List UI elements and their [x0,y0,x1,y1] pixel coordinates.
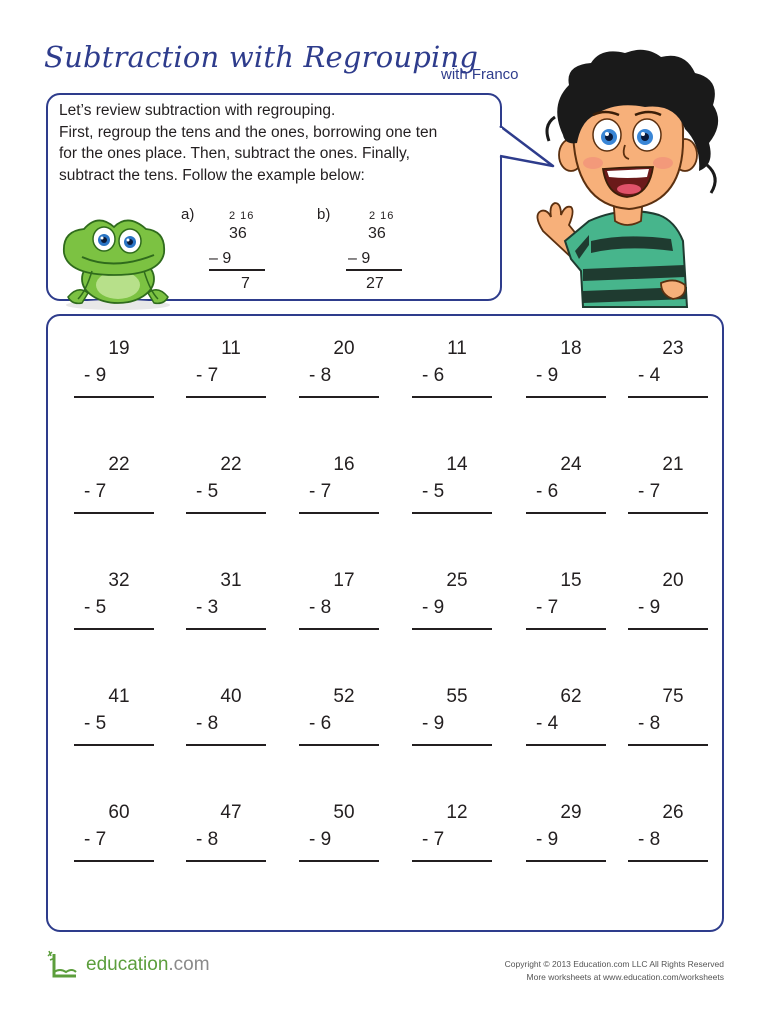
answer-line [628,860,708,862]
book-logo-icon [46,950,82,980]
logo-text: education [86,954,169,975]
problem-subtrahend: - 4 [536,713,559,734]
problem-minuend: 75 [662,686,684,707]
problem-subtrahend: - 8 [309,365,332,386]
example-top: 36 [368,225,386,242]
problem-minuend: 11 [447,338,467,359]
problem-subtrahend: - 9 [84,365,107,386]
answer-line [412,396,492,398]
instruction-line: First, regroup the tens and the ones, borrowing one ten [59,123,438,141]
example-top: 36 [229,225,247,242]
education-logo [46,950,210,980]
answer-line [412,744,492,746]
frog-icon [58,205,180,311]
answer-line [299,512,379,514]
instruction-line: subtract the tens. Follow the example below: [59,166,365,184]
answer-line [74,744,154,746]
problem-minuend: 24 [560,454,582,475]
problem-subtrahend: - 6 [309,713,332,734]
problem-subtrahend: - 5 [422,481,445,502]
problem-subtrahend: - 9 [309,829,332,850]
answer-line [186,512,266,514]
answer-line [74,860,154,862]
problems-panel [46,314,724,932]
example-bottom: – 9 [348,250,371,267]
problem-minuend: 55 [446,686,468,707]
answer-line [526,396,606,398]
instruction-line: for the ones place. Then, subtract the ones. Finally, [59,145,410,162]
more-worksheets-text: More worksheets at www.education.com/worksheets [526,972,724,982]
copyright-text: Copyright © 2013 Education.com LLC All Rights Reserved [504,959,724,969]
franco-boy-icon [525,45,730,310]
page-subtitle: with Franco [441,66,519,83]
problem-minuend: 12 [446,802,468,823]
problem-subtrahend: - 7 [84,829,107,850]
example-label: b) [317,206,331,223]
answer-line [628,744,708,746]
problem-minuend: 50 [333,802,355,823]
instructions [59,100,509,186]
problem-subtrahend: - 9 [536,365,559,386]
problem-subtrahend: - 9 [422,597,445,618]
problem-minuend: 11 [221,338,241,359]
problem-minuend: 47 [220,802,242,823]
problem-minuend: 40 [220,686,242,707]
logo-suffix: .com [168,954,210,975]
problem-subtrahend: - 5 [196,481,219,502]
answer-line [412,628,492,630]
problem-subtrahend: - 8 [196,829,219,850]
problem-minuend: 62 [560,686,582,707]
problem-subtrahend: - 9 [638,597,661,618]
problem-minuend: 21 [662,454,684,475]
instruction-line: Let’s review subtraction with regrouping. [59,102,336,119]
problem-subtrahend: - 7 [638,481,661,502]
problem-minuend: 20 [662,570,684,591]
example-answer: 27 [366,275,384,292]
answer-line [628,396,708,398]
problem-minuend: 22 [220,454,242,475]
problem-subtrahend: - 7 [84,481,107,502]
problem-subtrahend: - 3 [196,597,219,618]
problem-subtrahend: - 7 [536,597,559,618]
problem-minuend: 60 [108,802,130,823]
problem-minuend: 18 [560,338,582,359]
problem-subtrahend: - 6 [536,481,559,502]
footer-text [505,958,724,984]
example-rule [346,269,402,271]
answer-line [74,512,154,514]
answer-line [412,860,492,862]
example-answer: 7 [241,275,250,292]
answer-line [186,744,266,746]
answer-line [74,396,154,398]
answer-line [526,744,606,746]
answer-line [299,396,379,398]
answer-line [299,628,379,630]
answer-line [186,628,266,630]
answer-line [299,744,379,746]
answer-line [74,628,154,630]
problem-minuend: 19 [108,338,130,359]
page-title: Subtraction with Regrouping [44,40,479,74]
answer-line [526,628,606,630]
problem-minuend: 22 [108,454,130,475]
problem-subtrahend: - 4 [638,365,661,386]
problem-subtrahend: - 7 [422,829,445,850]
problem-minuend: 15 [560,570,582,591]
example-bottom: – 9 [209,250,232,267]
answer-line [186,860,266,862]
problem-minuend: 23 [662,338,684,359]
problem-subtrahend: - 5 [84,713,107,734]
problem-subtrahend: - 9 [536,829,559,850]
problem-subtrahend: - 8 [309,597,332,618]
problem-minuend: 14 [446,454,468,475]
problem-subtrahend: - 7 [196,365,219,386]
answer-line [628,628,708,630]
example-carry: 2 16 [369,210,395,222]
answer-line [628,512,708,514]
answer-line [526,512,606,514]
example-carry: 2 16 [229,210,255,222]
problem-subtrahend: - 7 [309,481,332,502]
problem-subtrahend: - 6 [422,365,445,386]
problem-subtrahend: - 8 [638,713,661,734]
problem-minuend: 17 [333,570,355,591]
problem-minuend: 20 [333,338,355,359]
problem-minuend: 41 [108,686,130,707]
problem-minuend: 16 [333,454,355,475]
answer-line [299,860,379,862]
problem-minuend: 26 [662,802,684,823]
problem-subtrahend: - 9 [422,713,445,734]
problem-subtrahend: - 5 [84,597,107,618]
problem-minuend: 25 [446,570,468,591]
problem-subtrahend: - 8 [638,829,661,850]
problem-subtrahend: - 8 [196,713,219,734]
problem-minuend: 29 [560,802,582,823]
answer-line [186,396,266,398]
answer-line [526,860,606,862]
example-rule [209,269,265,271]
problem-minuend: 32 [108,570,130,591]
example-label: a) [181,206,195,223]
answer-line [412,512,492,514]
problem-minuend: 31 [220,570,242,591]
problem-minuend: 52 [333,686,355,707]
